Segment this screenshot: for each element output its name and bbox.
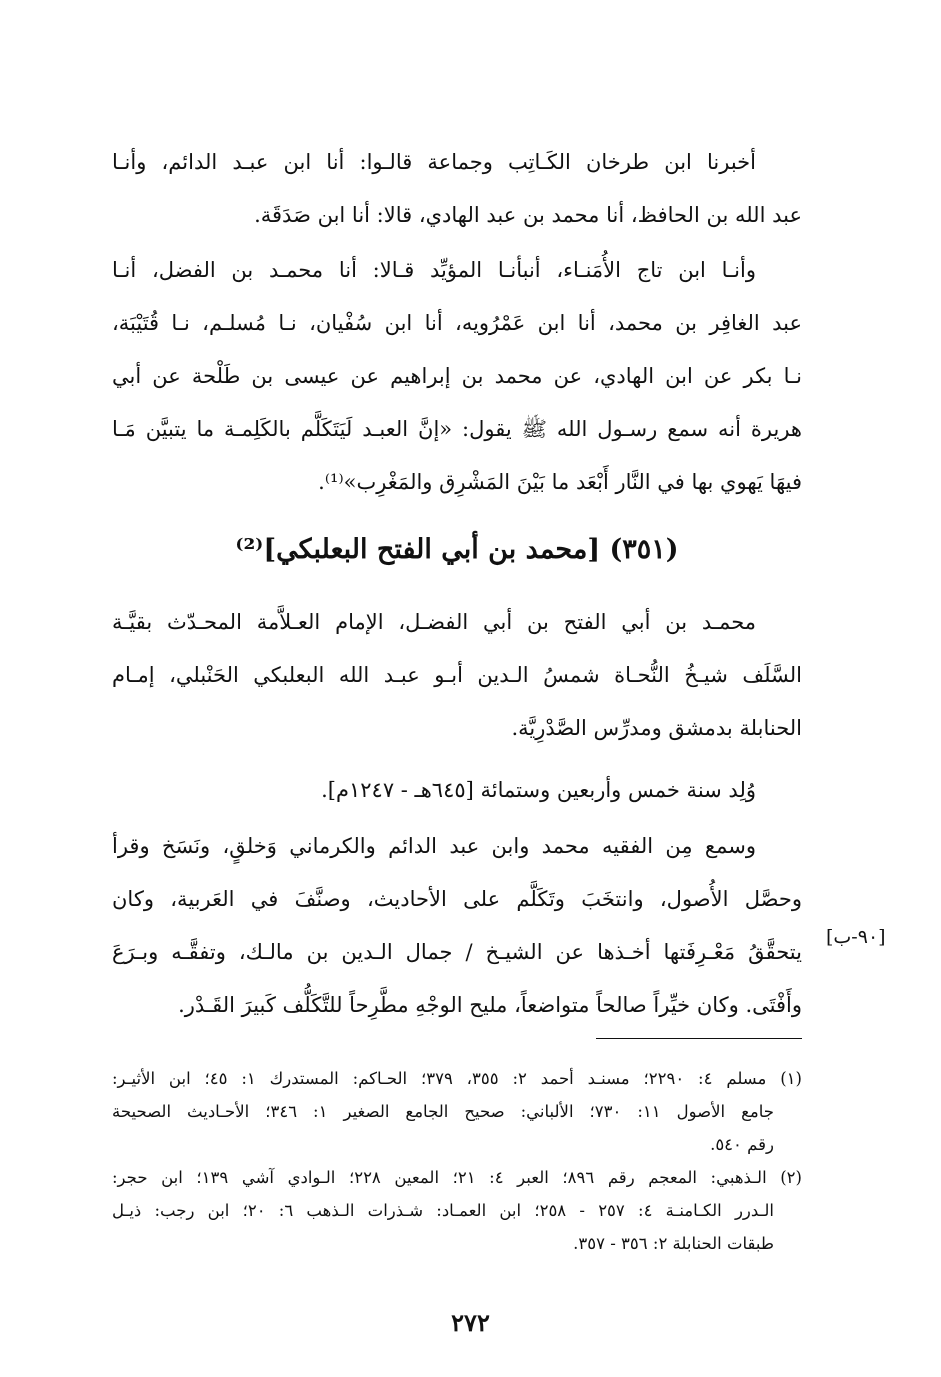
footnote-line: طبقات الحنابلة ٢: ٣٥٦ - ٣٥٧.	[573, 1234, 774, 1253]
text-line: يتحقَّقُ مَعْـرِفَتها أخـذها عن الشيـخ / جمال الـدين بن مالـك، وتفقَّـه وبـرَعَ	[112, 940, 802, 964]
text-line: وحصَّل الأُصول، وانتخَبَ وتَكَلَّم على الأحاديث، وصنَّفَ في العَربية، وكان	[112, 887, 802, 911]
paragraph-isnad-1	[112, 136, 802, 242]
page-number: ٢٧٢	[451, 1308, 490, 1337]
paragraph-birth	[112, 764, 802, 817]
paragraph-biography	[112, 596, 802, 755]
text-line: نـا بكر عن ابن الهادي، عن محمد بن إبراهيم عن عيسى بن طَلْحة عن أبي	[112, 364, 802, 388]
footnote-line: رقم ٥٤٠.	[710, 1135, 774, 1154]
text-line: عبد الغافِر بن محمد، أنا ابن عَمْرُويه، أنا ابن سُفْيان، نـا مُسلـم، نـا قُتَيْبَة،	[112, 311, 802, 335]
text-line: فيهَا يَهوي بها في النَّار أَبْعَد ما بَيْنَ المَشْرِق والمَغْرِب»⁽¹⁾.	[318, 470, 802, 494]
text-line: محمـد بن أبي الفتح بن أبي الفضـل، الإمام العـلاَّمة المحـدّث بقيَّـة	[112, 610, 756, 634]
text-line: السَّلَف شيـخُ النُّحـاة شمسُ الـدين أبـو عبـد الله البعلبكي الحَنْبلي، إمـام	[112, 663, 802, 687]
footnote-divider	[596, 1038, 802, 1039]
footnotes	[112, 1062, 802, 1260]
entry-heading: (٣٥١) [محمد بن أبي الفتح البعلبكي]⁽²⁾	[235, 534, 679, 565]
paragraph-isnad-2	[112, 244, 802, 509]
text-line: أخبرنا ابن طرخان الكَـاتِب وجماعة قالـوا: أنا ابن عبـد الدائم، وأنـا	[112, 150, 756, 174]
text-line: هريرة أنه سمع رسـول الله ﷺ يقول: «إنَّ العبـد لَيَتَكَلَّم بالكَلِمـة ما يتبيَّن مَـا	[112, 417, 802, 441]
footnote-line: جامع الأصول ١١: ٧٣٠؛ الألباني: صحيح الجامع الصغير ١: ٣٤٦؛ الأحـاديث الصحيحة	[112, 1102, 774, 1121]
text-line: وُلِد سنة خمس وأربعين وستمائة [٦٤٥هـ - ١٢٤٧م].	[321, 778, 756, 802]
manuscript-folio-note: [٩٠-ب]	[826, 926, 886, 948]
text-line: عبد الله بن الحافظ، أنا محمد بن عبد الهادي، قالا: أنا ابن صَدَقَة.	[254, 203, 802, 227]
footnote-line: (١) مسلم ٤: ٢٢٩٠؛ مسنـد أحمد ٢: ٣٥٥، ٣٧٩؛ الحـاكم: المستدرك ١: ٤٥؛ ابن الأثيـر:	[112, 1069, 802, 1088]
text-line: الحنابلة بدمشق ومدرِّس الصَّدْرِيَّة.	[511, 716, 802, 740]
paragraph-studies	[112, 820, 802, 1032]
footnote-line: (٢) الـذهبي: المعجم رقم ٨٩٦؛ العبر ٤: ٢١؛ المعين ٢٢٨؛ الـوادي آشي ١٣٩؛ ابن حجر:	[112, 1168, 802, 1187]
text-line: وأَفْتَى. وكان خيِّراً صالحاً متواضعاً، مليح الوجْهِ مطَّرِحاً للتَّكَلُّف كَبيرَ القَـدْر.	[178, 993, 802, 1017]
text-line: وأنـا ابن تاج الأُمَنـاء، أنبأنـا المؤيِّد قـالا: أنا محمـد بن الفضل، أنـا	[112, 258, 756, 282]
text-line: وسمع مِن الفقيه محمد وابن عبد الدائم والكرماني وَخلقٍ، ونَسَخ وقرأ	[112, 834, 756, 858]
footnote-line: الـدرر الكـامنـة ٤: ٢٥٧ - ٢٥٨؛ ابن العمـاد: شـذرات الـذهب ٦: ٢٠؛ ابن رجب: ذيـل	[112, 1201, 774, 1220]
